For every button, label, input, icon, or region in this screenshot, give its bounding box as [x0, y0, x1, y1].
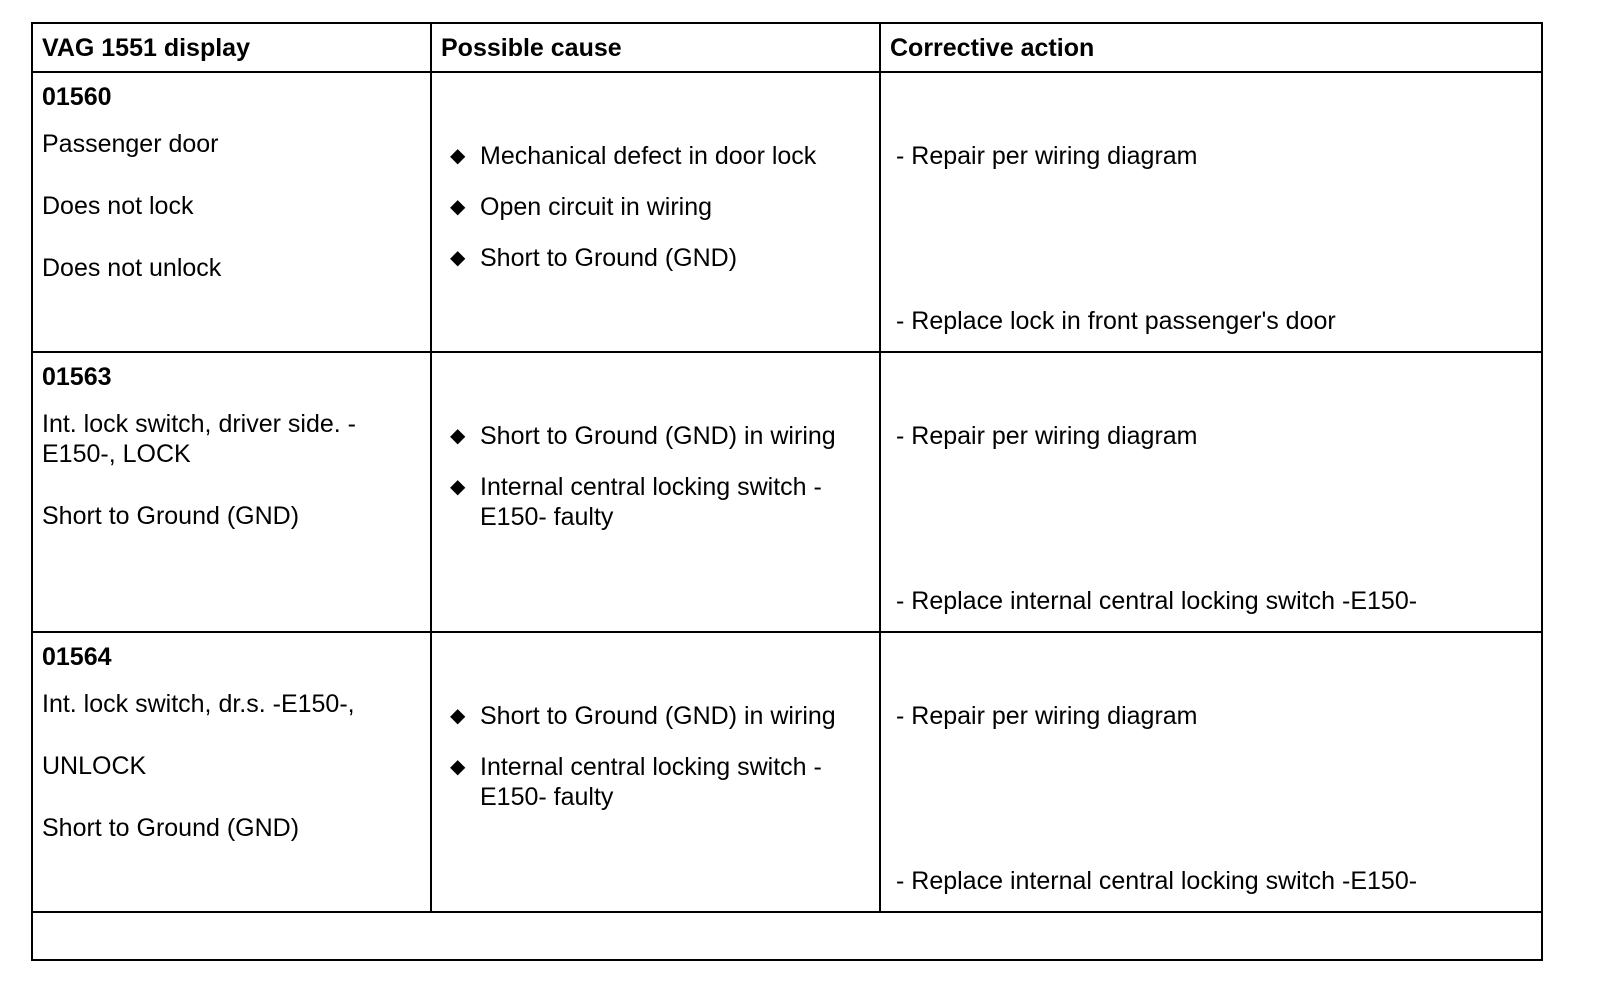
diagnostic-table	[31, 22, 1543, 961]
diamond-bullet-icon: ◆	[450, 247, 466, 269]
fault-code: 01560	[42, 83, 112, 111]
header-action: Corrective action	[880, 23, 1542, 72]
action-cell	[880, 72, 1542, 352]
cause-cell	[431, 632, 880, 912]
cause-text: Open circuit in wiring	[480, 193, 713, 221]
empty-row	[32, 912, 1542, 960]
diamond-bullet-icon: ◆	[450, 476, 466, 498]
action-replace: - Replace lock in front passenger's door	[896, 307, 1336, 335]
action-replace: - Replace internal central locking switch -E150-	[896, 867, 1418, 895]
cause-text: Internal central locking switch - E150- faulty	[480, 473, 822, 531]
display-cell	[32, 72, 431, 352]
display-cell	[32, 352, 431, 632]
empty-cell	[32, 912, 1542, 960]
fault-description: Does not lock	[42, 192, 194, 220]
action-repair: - Repair per wiring diagram	[896, 422, 1198, 450]
table-row	[32, 352, 1542, 632]
diamond-bullet-icon: ◆	[450, 705, 466, 727]
cause-text: Short to Ground (GND)	[480, 244, 738, 272]
table-row	[32, 632, 1542, 912]
action-repair: - Repair per wiring diagram	[896, 702, 1198, 730]
list-item	[450, 192, 870, 222]
list-item	[450, 243, 870, 273]
list-item	[450, 141, 870, 171]
cause-list	[450, 141, 870, 294]
diamond-bullet-icon: ◆	[450, 196, 466, 218]
cause-list	[450, 421, 870, 553]
header-display: VAG 1551 display	[32, 23, 431, 72]
fault-description: Short to Ground (GND)	[42, 814, 300, 842]
display-cell	[32, 632, 431, 912]
fault-description: Passenger door	[42, 130, 219, 158]
list-item	[450, 472, 870, 532]
cause-cell	[431, 352, 880, 632]
fault-code: 01564	[42, 643, 112, 671]
diamond-bullet-icon: ◆	[450, 756, 466, 778]
cause-text: Internal central locking switch - E150- faulty	[480, 753, 822, 811]
cause-list	[450, 701, 870, 833]
fault-description: UNLOCK	[42, 752, 147, 780]
cause-text: Short to Ground (GND) in wiring	[480, 702, 836, 730]
action-cell	[880, 632, 1542, 912]
fault-code: 01563	[42, 363, 112, 391]
cause-text: Short to Ground (GND) in wiring	[480, 422, 836, 450]
fault-description: Int. lock switch, dr.s. -E150-,	[42, 690, 355, 718]
diamond-bullet-icon: ◆	[450, 145, 466, 167]
fault-description: Short to Ground (GND)	[42, 502, 300, 530]
header-cause: Possible cause	[431, 23, 880, 72]
list-item	[450, 421, 870, 451]
action-repair: - Repair per wiring diagram	[896, 142, 1198, 170]
list-item	[450, 752, 870, 812]
table-row	[32, 72, 1542, 352]
action-cell	[880, 352, 1542, 632]
fault-description: Int. lock switch, driver side. - E150-, LOCK	[42, 410, 356, 468]
cause-cell	[431, 72, 880, 352]
fault-description: Does not unlock	[42, 254, 222, 282]
table-header-row	[32, 23, 1542, 72]
list-item	[450, 701, 870, 731]
cause-text: Mechanical defect in door lock	[480, 142, 817, 170]
diamond-bullet-icon: ◆	[450, 425, 466, 447]
action-replace: - Replace internal central locking switch -E150-	[896, 587, 1418, 615]
